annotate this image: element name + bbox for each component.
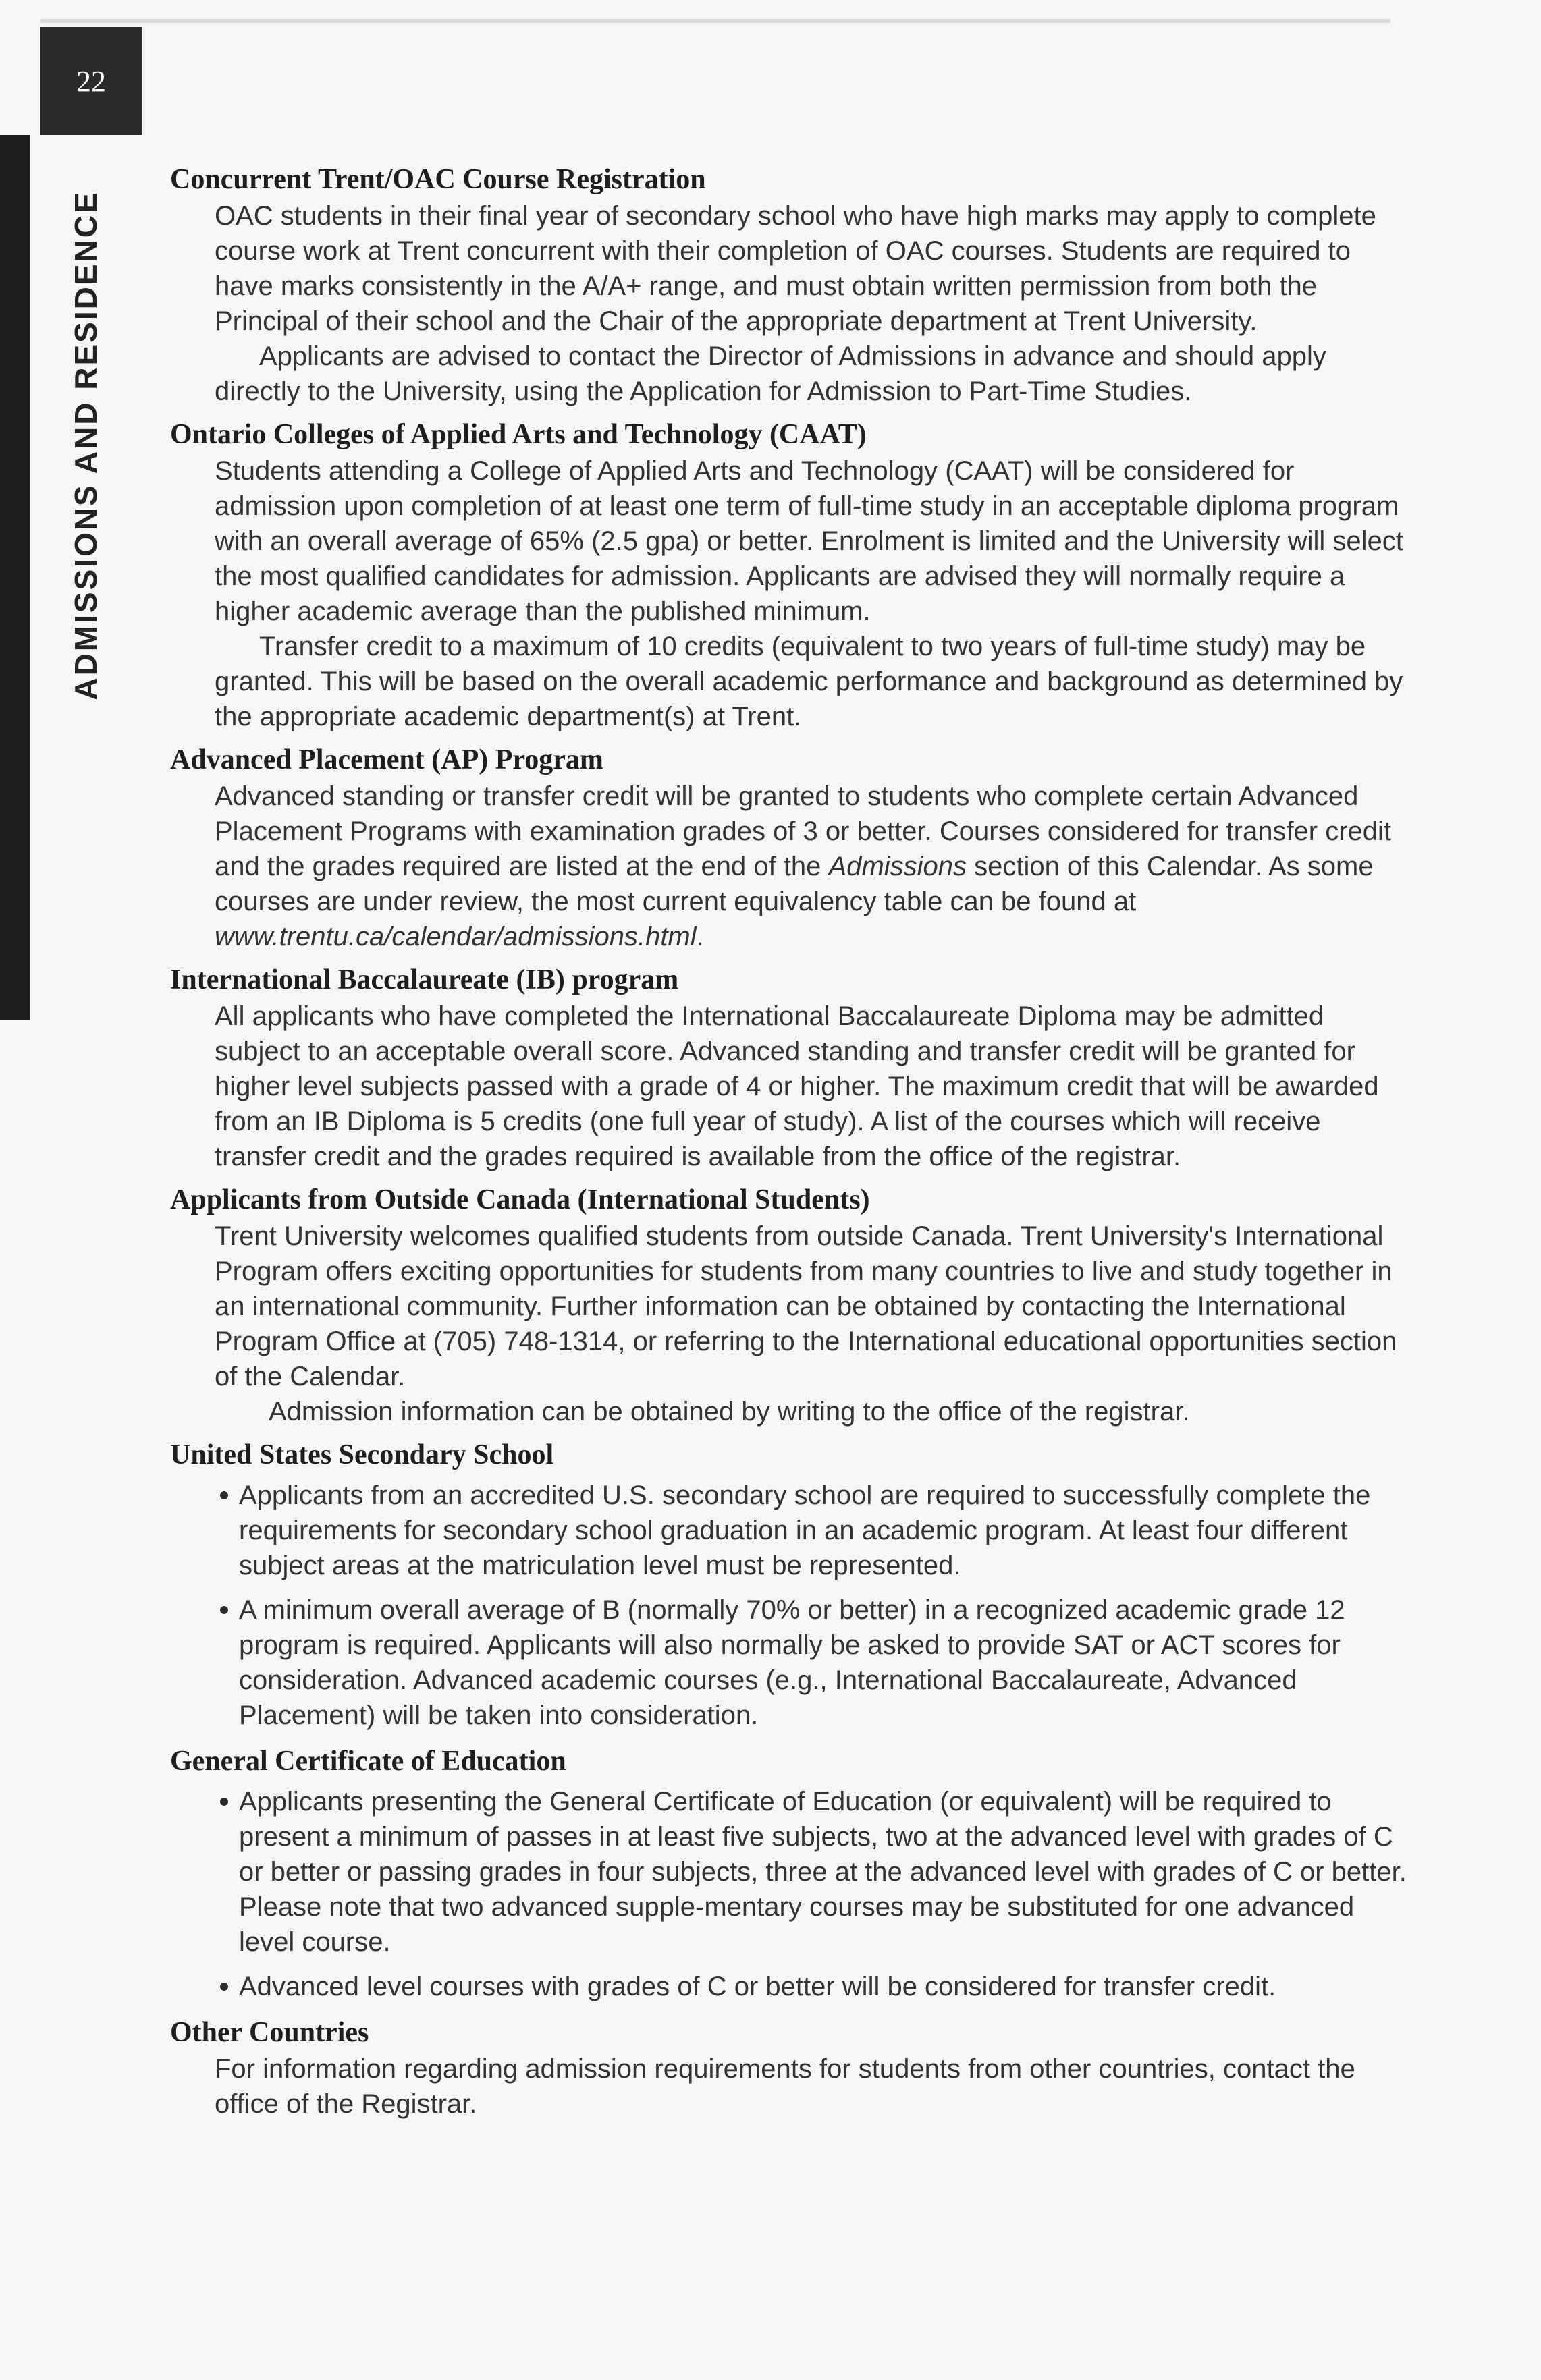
italic-text: Admissions	[828, 852, 967, 881]
calendar-url-link[interactable]: www.trentu.ca/calendar/admissions.html	[215, 922, 697, 951]
text-run: section of this Calendar. As some courses are under review, the most current equivalency table can be found at	[215, 852, 1374, 916]
document-body	[170, 161, 1412, 2128]
section-heading: Concurrent Trent/OAC Course Registration	[170, 164, 706, 195]
bullet-list	[170, 1478, 1412, 1733]
list-item: A minimum overall average of B (normally 70% or better) in a recognized academic grade 12 program is required. Applicants will also normally be asked to provide SAT or ACT scores for consideration. Advanced academic courses (e.g., International Baccalaureate, Advanced Placement) will be taken into consideration.	[239, 1593, 1412, 1733]
paragraph: Transfer credit to a maximum of 10 credits (equivalent to two years of full-time study) may be granted. This will be based on the overall academic performance and background as determined by the appropriate academic department(s) at Trent.	[215, 632, 1403, 731]
bullet-list	[170, 1784, 1412, 2004]
section-sidebar-bar	[0, 135, 30, 1020]
paragraph: Admission information can be obtained by writing to the office of the registrar.	[269, 1397, 1190, 1427]
list-item: Applicants from an accredited U.S. secondary school are required to successfully complete the requirements for secondary school graduation in an academic program. At least four different subject areas at the matriculation level must be represented.	[239, 1478, 1412, 1583]
section-advanced-placement	[170, 741, 1412, 954]
list-item: Applicants presenting the General Certificate of Education (or equivalent) will be required to present a minimum of passes in at least five subjects, two at the advanced level with grades of C or better or passing grades in four subjects, three at the advanced level with grades of C or better. Please note that two advanced supple-mentary courses may be substituted for one advanced level course.	[239, 1784, 1412, 1960]
section-heading: International Baccalaureate (IB) program	[170, 964, 679, 995]
section-tab-label: ADMISSIONS AND RESIDENCE	[68, 190, 103, 700]
section-ib-program	[170, 961, 1412, 1174]
section-heading: Applicants from Outside Canada (International Students)	[170, 1184, 870, 1215]
paragraph: Trent University welcomes qualified students from outside Canada. Trent University's International Program offers exciting opportunities for students from many countries to live and study together in an international community. Further information can be obtained by contacting the International Program Office at (705) 748-1314, or referring to the International educational opportunities section of the Calendar.	[215, 1221, 1397, 1391]
paragraph	[215, 779, 1412, 954]
section-heading: United States Secondary School	[170, 1439, 554, 1470]
section-heading: Advanced Placement (AP) Program	[170, 744, 603, 775]
section-caat	[170, 416, 1412, 734]
paragraph: All applicants who have completed the International Baccalaureate Diploma may be admitted subject to an acceptable overall score. Advanced standing and transfer credit will be granted for higher level subjects passed with a grade of 4 or higher. The maximum credit that will be awarded from an IB Diploma is 5 credits (one full year of study). A list of the courses which will receive transfer credit and the grades required is available from the office of the registrar.	[215, 1001, 1379, 1171]
section-other-countries	[170, 2014, 1412, 2122]
page-number: 22	[40, 27, 142, 135]
paragraph: OAC students in their final year of secondary school who have high marks may apply to complete course work at Trent concurrent with their completion of OAC courses. Students are required to have marks consistently in the A/A+ range, and must obtain written permission from both the Principal of their school and the Chair of the appropriate department at Trent University.	[215, 201, 1376, 336]
paragraph: For information regarding admission requirements for students from other countries, contact the office of the Registrar.	[215, 2054, 1355, 2119]
section-heading: Other Countries	[170, 2017, 369, 2048]
section-us-secondary	[170, 1436, 1412, 1733]
section-gce	[170, 1742, 1412, 2004]
text-run: .	[696, 922, 704, 951]
paragraph: Students attending a College of Applied Arts and Technology (CAAT) will be considered for admission upon completion of at least one term of full-time study in an acceptable diploma program with an overall average of 65% (2.5 gpa) or better. Enrolment is limited and the University will select the most qualified candidates for admission. Applicants are advised they will normally require a higher academic average than the published minimum.	[215, 456, 1403, 626]
section-concurrent-registration	[170, 161, 1412, 409]
section-heading: General Certificate of Education	[170, 1746, 566, 1777]
paragraph: Applicants are advised to contact the Director of Admissions in advance and should apply directly to the University, using the Application for Admission to Part-Time Studies.	[215, 341, 1326, 406]
section-heading: Ontario Colleges of Applied Arts and Technology (CAAT)	[170, 419, 867, 450]
top-rule	[40, 19, 1390, 23]
list-item: Advanced level courses with grades of C or better will be considered for transfer credit.	[239, 1969, 1412, 2004]
section-international-students	[170, 1181, 1412, 1429]
text-run: Advanced standing or transfer credit will be granted to students who complete certain Advanced Placement Programs with examination grades of 3 or better. Courses considered for transfer credit and the grades required are listed at the end of the	[215, 781, 1392, 881]
